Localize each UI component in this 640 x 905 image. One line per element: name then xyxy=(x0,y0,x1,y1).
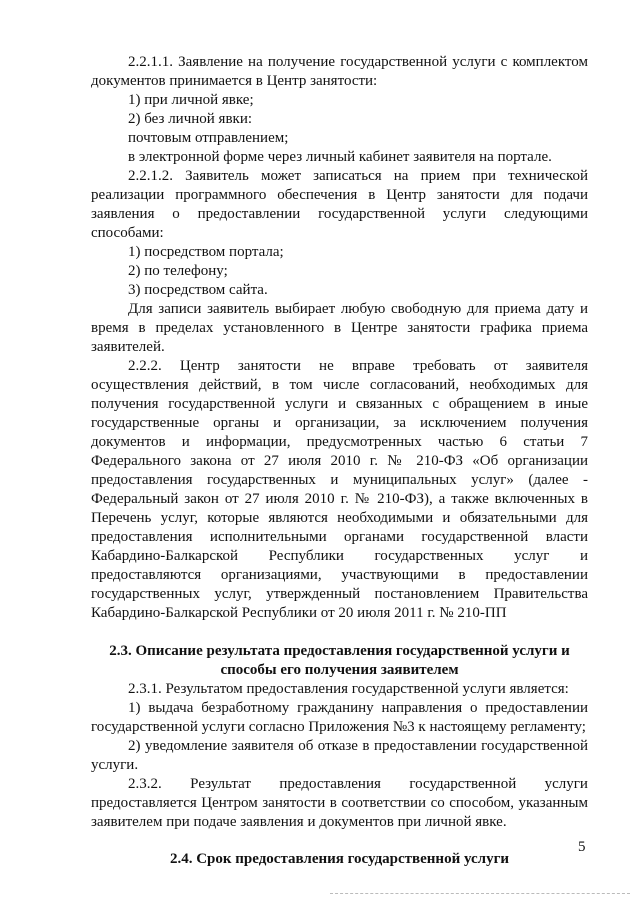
list-item: 2) без личной явки: xyxy=(128,111,253,127)
paragraph-2-3-2-rest: предоставляется Центром занятости в соответствии со способом, указанным заявителем при подаче заявления и документов при личной явке. xyxy=(91,795,588,830)
list-item: 1) посредством портала; xyxy=(128,244,284,260)
paragraph-word: государственной xyxy=(409,776,517,792)
page-number: 5 xyxy=(578,839,586,855)
section-heading-2-4: 2.4. Срок предоставления государственной услуги xyxy=(169,851,510,867)
list-item: 2) уведомление заявителя об отказе в предоставлении государственной услуги. xyxy=(91,738,588,773)
paragraph-2-2-1-1: 2.2.1.1. Заявление на получение государственной услуги с комплектом документов принимается в Центр занятости: xyxy=(91,54,588,89)
list-item: 3) посредством сайта. xyxy=(128,282,268,298)
paragraph-2-2-2: 2.2.2. Центр занятости не вправе требовать от заявителя осуществления действий, в том числе согласований, необходимых для получения государственной услуги и связанных с обращением в иные государственные органы и организации, за исключением получения документов и информации, предусмотренных частью 6 статьи 7 Федерального закона от 27 июля 2010 г. № 210-ФЗ «Об организации предоставления государственных и муниципальных услуг» (далее - Федеральный закон от 27 июля 2010 г. № 210-ФЗ), а также включенных в Перечень услуг, которые являются необходимыми и обязательными для предоставления исполнительными органами государственной власти Кабардино-Балкарской Республики государственных услуг и предоставляются организациями, участвующими в предоставлении государственных услуг, утвержденный постановлением Правительства Кабардино-Балкарской Республики от 20 июля 2011 г. № 210-ПП xyxy=(91,358,588,621)
list-item: 1) при личной явке; xyxy=(128,92,254,108)
paragraph-2-3-2-first-line xyxy=(91,775,588,794)
heading-line: способы его получения заявителем xyxy=(220,662,459,678)
paragraph-2-3-1: 2.3.1. Результатом предоставления государственной услуги является: xyxy=(128,681,569,697)
document-body xyxy=(91,53,588,869)
paragraph-word: Результат xyxy=(190,776,251,792)
list-item: в электронной форме через личный кабинет заявителя на портале. xyxy=(128,149,552,165)
paragraph-word: услуги xyxy=(544,776,588,792)
paragraph-word: предоставления xyxy=(279,776,381,792)
section-heading-2-3 xyxy=(91,642,588,680)
paragraph-word: 2.3.2. xyxy=(128,776,162,792)
heading-line: 2.3. Описание результата предоставления государственной услуги и xyxy=(109,643,570,659)
list-item: почтовым отправлением; xyxy=(128,130,289,146)
paragraph-appointment: Для записи заявитель выбирает любую свободную для приема дату и время в пределах установленного в Центре занятости графика приема заявителей. xyxy=(91,301,588,355)
footer-divider xyxy=(330,893,630,894)
paragraph-2-2-1-2: 2.2.1.2. Заявитель может записаться на прием при технической реализации программного обеспечения в Центр занятости для подачи заявления о предоставлении государственной услуги следующими способами: xyxy=(91,168,588,241)
list-item: 1) выдача безработному гражданину направления о предоставлении государственной услуги согласно Приложения №3 к настоящему регламенту; xyxy=(91,700,588,735)
list-item: 2) по телефону; xyxy=(128,263,228,279)
